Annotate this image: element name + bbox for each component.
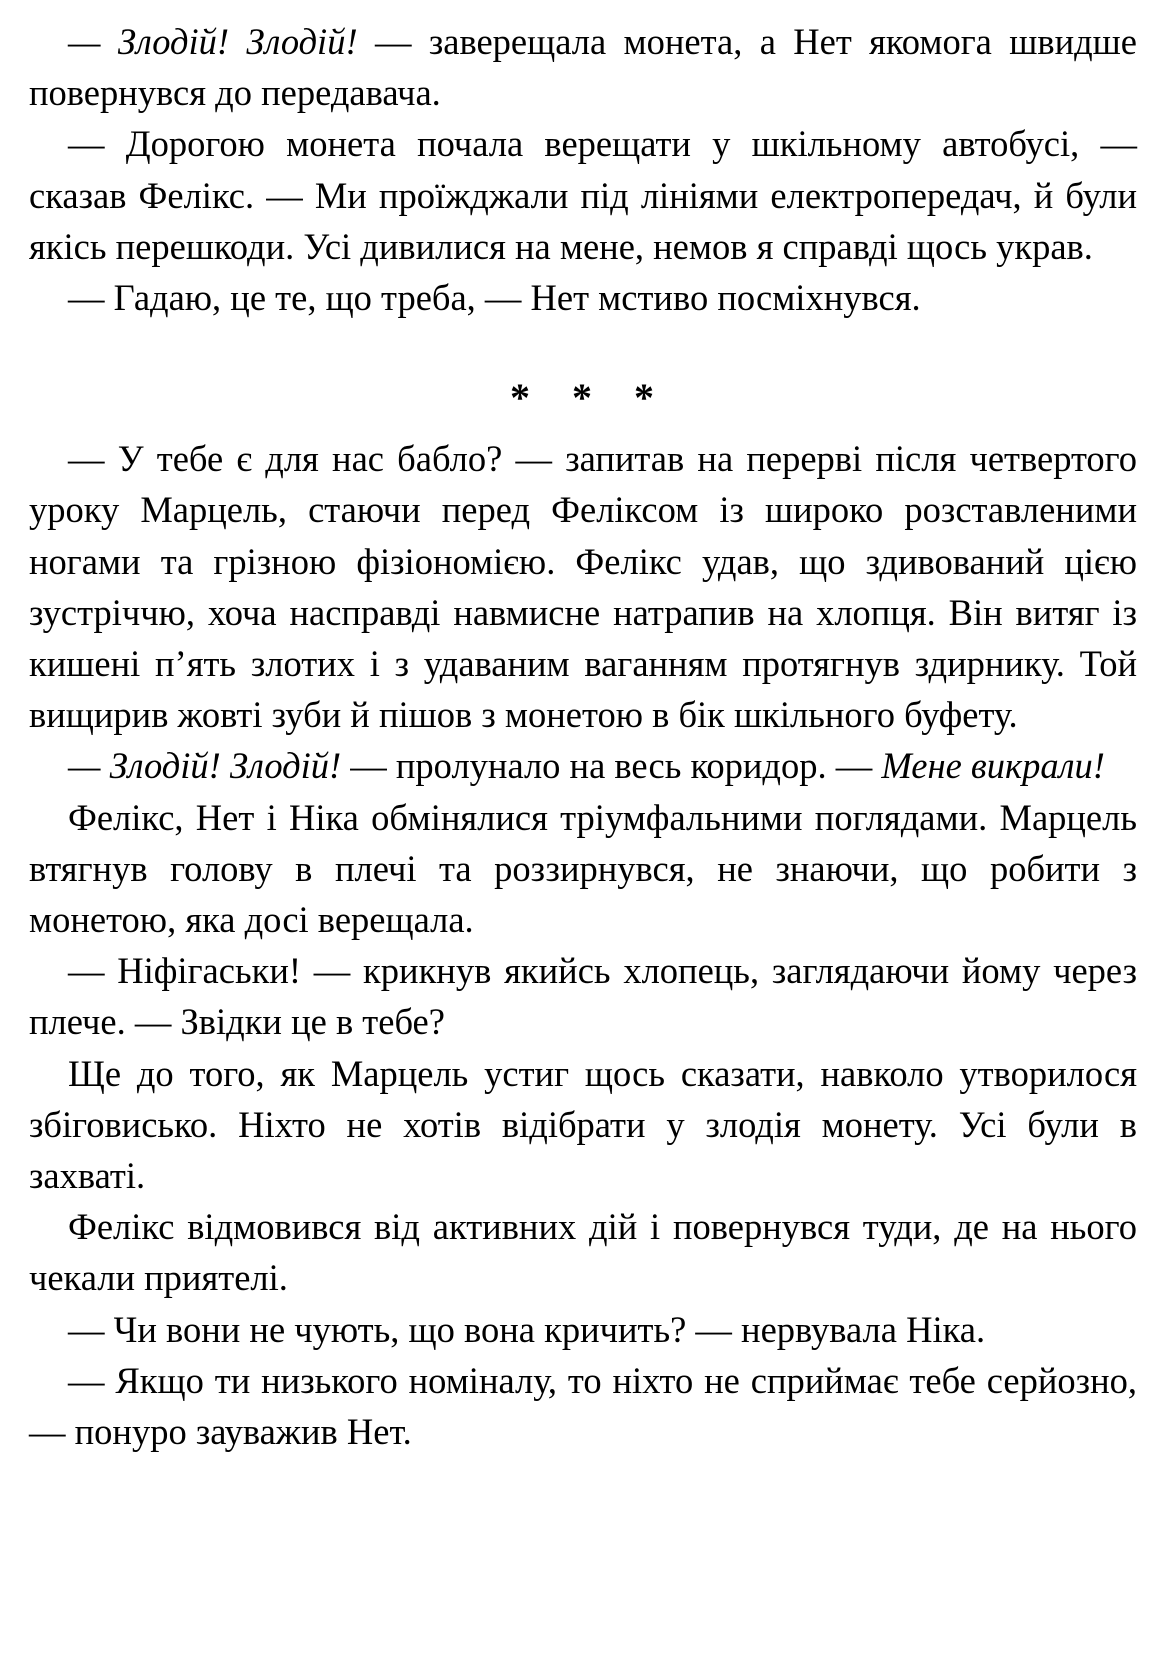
paragraph-text: — заверещала монета, а Нет якомога швидше повернувся до передавача. xyxy=(29,21,1137,114)
paragraph xyxy=(29,118,1137,272)
italic-text: Мене викрали! xyxy=(881,745,1105,787)
italic-text: — Злодій! Злодій! xyxy=(68,745,342,787)
paragraph xyxy=(29,792,1137,946)
paragraph-text: Фелікс відмовився від активних дій і повернувся туди, де на нього чекали приятелі. xyxy=(29,1206,1137,1299)
paragraph xyxy=(29,945,1137,1047)
paragraph xyxy=(29,1048,1137,1202)
paragraph xyxy=(29,433,1137,740)
text-section-bottom xyxy=(29,433,1137,1457)
book-page xyxy=(29,16,1137,1457)
text-section-top xyxy=(29,16,1137,323)
paragraph-text: Фелікс, Нет і Ніка обмінялися тріумфальними поглядами. Марцель втягнув голову в плечі та роззирнувся, не знаючи, що робити з монетою, яка досі верещала. xyxy=(29,796,1137,941)
paragraph xyxy=(29,272,1137,323)
paragraph-text: — Дорогою монета почала верещати у шкільному автобусі, — сказав Фелікс. — Ми проїжджали під лініями електропередач, й були якісь перешкоди. Усі дивилися на мене, немов я справді щось украв. xyxy=(29,123,1137,267)
paragraph xyxy=(29,740,1137,791)
paragraph xyxy=(29,1304,1137,1355)
paragraph-text: — Ніфігаськи! — крикнув якийсь хлопець, заглядаючи йому через плече. — Звідки це в тебе? xyxy=(29,950,1137,1043)
paragraph xyxy=(29,1201,1137,1303)
section-divider: * * * xyxy=(510,375,670,421)
paragraph-text: — У тебе є для нас бабло? — запитав на перерві після четвертого уроку Марцель, стаючи перед Феліксом із широко розставленими ногами та грізною фізіономією. Фелікс удав, що здивований цією зустріччю, хоча насправді навмисне натрапив на хлопця. Він витяг із кишені п’ять злотих і з удаваним ваганням протягнув здирнику. Той вищирив жовті зуби й пішов з монетою в бік шкільного буфету. xyxy=(29,438,1137,736)
paragraph-text: — Чи вони не чують, що вона кричить? — нервувала Ніка. xyxy=(68,1308,986,1350)
paragraph-text: Ще до того, як Марцель устиг щось сказати, навколо утворилося збіговисько. Ніхто не хотів відібрати у злодія монету. Усі були в захваті. xyxy=(29,1052,1137,1197)
italic-text: — Злодій! Злодій! xyxy=(68,21,358,62)
paragraph-text: — пролунало на весь коридор. — xyxy=(341,745,882,787)
paragraph xyxy=(29,1355,1137,1457)
section-gap xyxy=(29,323,1137,363)
paragraph xyxy=(29,16,1137,118)
paragraph-text: — Якщо ти низького номіналу, то ніхто не сприймає тебе серйозно, — понуро зауважив Нет. xyxy=(29,1359,1137,1453)
paragraph-text: — Гадаю, це те, що треба, — Нет мстиво посміхнувся. xyxy=(68,277,921,319)
